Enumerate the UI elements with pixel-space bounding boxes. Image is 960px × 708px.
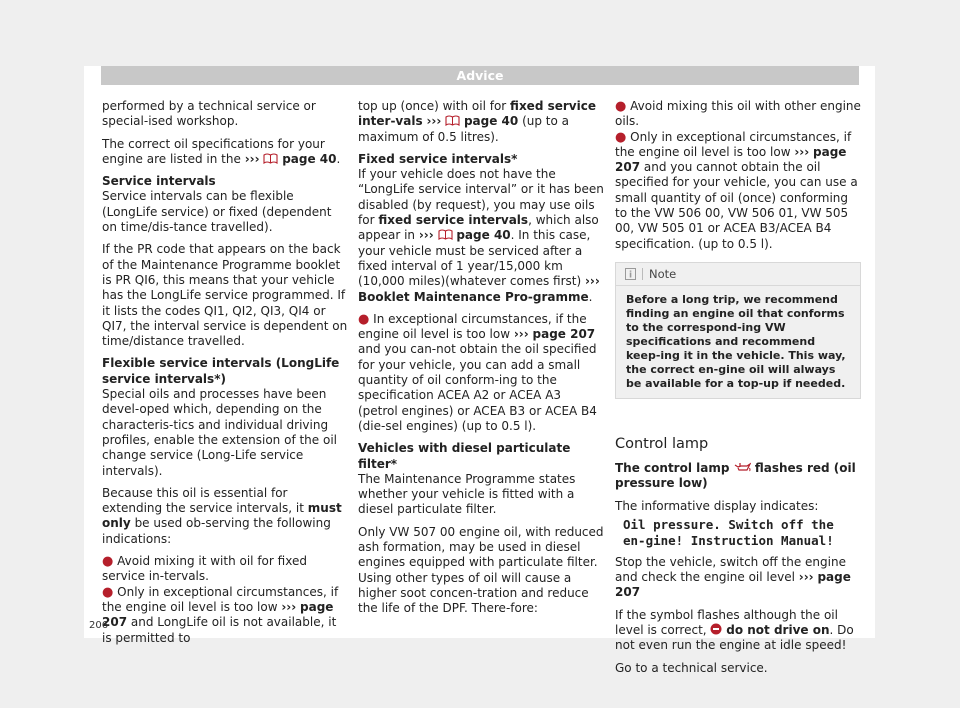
bullet-item — [102, 554, 348, 585]
text: and LongLife oil is not available, it is permitted to — [102, 615, 337, 645]
svg-text:i: i — [628, 270, 633, 280]
note-title: Note — [649, 266, 677, 281]
heading: Flexible service intervals (LongLife service intervals*) — [102, 356, 340, 386]
column-1 — [102, 99, 348, 653]
text: Only in exceptional circumstances, if the engine oil level is too low — [615, 129, 852, 159]
paragraph — [358, 167, 604, 305]
page-link[interactable]: page 40 — [463, 114, 519, 129]
paragraph — [615, 608, 861, 654]
text: , which also appear in — [358, 213, 599, 243]
note-box — [615, 262, 861, 399]
arrow-icon: ››› — [418, 228, 434, 243]
bullet-icon: ● — [615, 99, 627, 114]
page-number: 206 — [89, 620, 109, 631]
arrow-icon: ››› — [281, 599, 297, 614]
heading: Vehicles with diesel particulate filter* — [358, 441, 571, 471]
stop-icon — [710, 623, 722, 635]
arrow-icon: ››› — [426, 114, 442, 129]
bullet-icon: ● — [615, 129, 627, 145]
bullet-icon: ● — [358, 311, 370, 327]
bullet-icon: ● — [102, 584, 114, 600]
booklet-link[interactable]: Booklet Maintenance Pro-gramme — [358, 289, 589, 304]
divider — [642, 268, 643, 280]
page-link[interactable]: page 207 — [615, 144, 847, 175]
column-3 — [615, 99, 861, 683]
text: . In this case, your vehicle must be serviced after a fixed interval of 1 year/15,000 km (10,000 miles)(whatever comes first) — [358, 228, 591, 289]
paragraph: Service intervals can be flexible (LongLife service) or fixed (dependent on time/dis-tance travelled). — [102, 189, 332, 235]
arrow-icon: ››› — [798, 570, 814, 585]
text: The correct oil specifications for your engine are listed in the — [102, 136, 325, 166]
info-note-icon — [625, 268, 636, 280]
arrow-icon: ››› — [513, 327, 529, 342]
paragraph — [615, 555, 861, 601]
text: . — [336, 151, 341, 166]
emphasis: do not drive on — [726, 623, 830, 638]
paragraph: Only VW 507 00 engine oil, with reduced ash formation, may be used in diesel engines equipped with particulate filter. Using other types of oil will cause a higher soot concen-tration and reduce the life of the DPF. There-fore: — [358, 524, 604, 616]
arrow-icon: ››› — [584, 274, 600, 289]
display-message: Oil pressure. Switch off the en-gine! Instruction Manual! — [623, 516, 834, 548]
book-warning-icon — [263, 153, 278, 164]
text: be used ob-serving the following indications: — [102, 516, 331, 546]
page-link[interactable]: page 40 — [282, 151, 337, 166]
paragraph: The informative display indicates: — [615, 498, 819, 513]
page-link[interactable]: page 40 — [456, 228, 511, 243]
emphasis: fixed service intervals — [378, 213, 529, 228]
text: In exceptional circumstances, if the engine oil level is too low — [358, 311, 587, 342]
bullet-item — [102, 585, 348, 646]
paragraph — [358, 99, 604, 145]
note-body: Before a long trip, we recommend finding an engine oil that conforms to the correspond-ing VW specifications and recommend keep-ing it in the vehicle. This way, the correct en-gine oil will always be available for a top-up if needed. — [626, 292, 846, 390]
text: Only in exceptional circumstances, if the engine oil level is too low — [102, 584, 339, 614]
heading: Fixed service intervals* — [358, 151, 518, 166]
paragraph: The Maintenance Programme states whether your vehicle is fitted with a diesel particulate filter. — [358, 471, 576, 517]
bullet-icon: ● — [102, 554, 114, 570]
emphasis: must only — [102, 501, 342, 531]
column-2 — [358, 99, 604, 624]
text: Avoid mixing this oil with other engine oils. — [615, 99, 861, 129]
arrow-icon: ››› — [794, 144, 810, 159]
paragraph: Special oils and processes have been devel-oped which, depending on the characteris-tics and individual driving profiles, enable the extension of the oil change service (Long-Life service intervals). — [102, 387, 337, 478]
paragraph: Go to a technical service. — [615, 660, 768, 675]
paragraph: performed by a technical service or special-ised workshop. — [102, 99, 316, 129]
bullet-item — [358, 312, 604, 434]
text: flashes red (oil pressure low) — [615, 460, 856, 491]
text: Avoid mixing it with oil for fixed service in-tervals. — [102, 554, 307, 584]
bullet-item — [615, 99, 861, 130]
text: . Do not even run the engine at idle speed! — [615, 623, 854, 653]
text: If your vehicle does not have the “LongLife service interval” or it has been disabled (by request), you may use oils for — [358, 167, 604, 228]
emphasis: fixed service inter-vals — [358, 99, 596, 129]
text: If the symbol flashes although the oil level is correct, — [615, 607, 838, 638]
paragraph — [102, 486, 348, 547]
arrow-icon: ››› — [244, 151, 260, 166]
text: top up (once) with oil for — [358, 99, 507, 113]
section-title-text: Control lamp — [615, 435, 709, 452]
text: Because this oil is essential for extending the service intervals, it — [102, 485, 304, 516]
paragraph — [615, 461, 861, 492]
page-link[interactable]: page 207 — [102, 599, 334, 630]
page-header: Advice — [101, 66, 859, 85]
book-warning-icon — [445, 115, 460, 126]
paragraph: If the PR code that appears on the back of the Maintenance Programme booklet is PR QI6, this means that your vehicle has the LongLife service programmed. If it lists the codes QI1, QI2, QI3, QI4 or QI7, the interval service is dependent on time/distance travelled. — [102, 242, 348, 349]
text: The control lamp — [615, 460, 730, 475]
text: and you can-not obtain the oil specified for your vehicle, you can add a small quantity of oil conform-ing to the specification ACEA A2 or ACEA A3 (petrol engines) or ACEA B3 or ACEA B4 (die-sel engines) (up to 0.5 l). — [358, 342, 597, 433]
note-header — [616, 263, 860, 286]
page-link[interactable]: page 207 — [615, 570, 851, 600]
text: and you cannot obtain the oil specified for your vehicle, you can use a small quantity of oil (once) conforming to the VW 506 00, VW 506 01, VW 505 00, VW 505 01 or ACEA B3/ACEA B4 specification. (up to 0.5 l). — [615, 160, 858, 251]
bullet-item — [615, 130, 861, 252]
section-title — [615, 431, 861, 461]
book-warning-icon — [438, 229, 453, 240]
text: . — [588, 289, 593, 304]
text: Stop the vehicle, switch off the engine and check the engine oil level — [615, 554, 846, 585]
oil-pressure-lamp-icon — [734, 462, 751, 472]
page-link[interactable]: page 207 — [532, 327, 596, 342]
heading: Service intervals — [102, 174, 216, 189]
text: (up to a maximum of 0.5 litres). — [358, 114, 569, 144]
paragraph — [102, 137, 348, 168]
